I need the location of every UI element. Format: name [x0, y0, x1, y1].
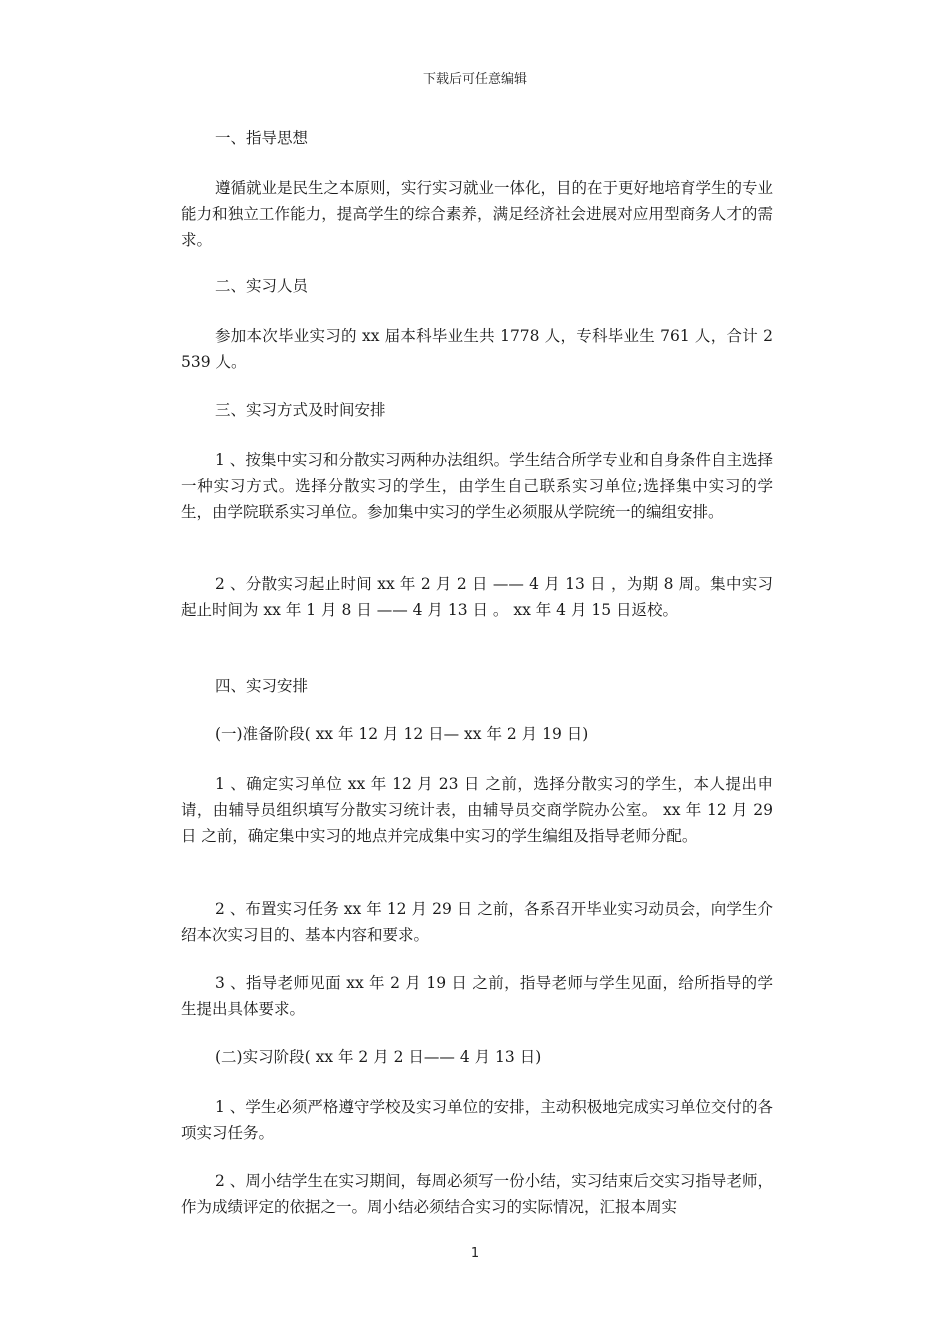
- section-heading-2: 二、实习人员: [215, 277, 309, 295]
- paragraph: [181, 571, 773, 623]
- page-number: 1: [470, 1246, 480, 1261]
- section-heading-1: 一、指导思想: [215, 129, 309, 147]
- subsection-heading-1: (一)准备阶段( xx 年 12 月 12 日— xx 年 2 月 19 日): [215, 725, 589, 743]
- section-heading-4: 四、实习安排: [215, 677, 309, 695]
- subsection-heading-2: (二)实习阶段( xx 年 2 月 2 日—— 4 月 13 日): [215, 1048, 542, 1066]
- paragraph-text: 1 、按集中实习和分散实习两种办法组织。学生结合所学专业和自身条件自主选择一种实习方式。选择分散实习的学生，由学生自己联系实习单位;选择集中实习的学生，由学院联系实习单位。参加集中实习的学生必须服从学院统一的编组安排。: [181, 451, 773, 521]
- paragraph-text: 遵循就业是民生之本原则，实行实习就业一体化，目的在于更好地培育学生的专业能力和独立工作能力，提高学生的综合素养，满足经济社会进展对应用型商务人才的需求。: [181, 179, 774, 249]
- paragraph: [181, 771, 773, 849]
- paragraph-text: 2 、分散实习起止时间 xx 年 2 月 2 日 —— 4 月 13 日 ，为期 8 周。集中实习起止时间为 xx 年 1 月 8 日 —— 4 月 13 日 。 xx 年 4 月 15 日返校。: [181, 575, 773, 619]
- paragraph: [181, 970, 773, 1022]
- paragraph: [181, 896, 773, 948]
- paragraph: [181, 323, 773, 375]
- paragraph-text: 3 、指导老师见面 xx 年 2 月 19 日 之前，指导老师与学生见面，给所指导的学生提出具体要求。: [181, 974, 773, 1018]
- section-heading-3: 三、实习方式及时间安排: [215, 401, 386, 419]
- paragraph-text: 1 、学生必须严格遵守学校及实习单位的安排，主动积极地完成实习单位交付的各项实习任务。: [181, 1098, 773, 1142]
- paragraph-text: 参加本次毕业实习的 xx 届本科毕业生共 1778 人，专科毕业生 761 人，合计 2539 人。: [181, 327, 773, 371]
- paragraph: [181, 1094, 773, 1146]
- paragraph: [181, 447, 773, 525]
- header-note: 下载后可任意编辑: [422, 72, 527, 87]
- paragraph-text: 2 、周小结学生在实习期间，每周必须写一份小结，实习结束后交实习指导老师，作为成绩评定的依据之一。周小结必须结合实习的实际情况，汇报本周实: [181, 1172, 773, 1216]
- paragraph: [181, 175, 773, 253]
- paragraph-text: 1 、确定实习单位 xx 年 12 月 23 日 之前，选择分散实习的学生，本人提出申请，由辅导员组织填写分散实习统计表，由辅导员交商学院办公室。 xx 年 12 月 29 日 之前，确定集中实习的地点并完成集中实习的学生编组及指导老师分配。: [181, 775, 773, 845]
- paragraph-text: 2 、布置实习任务 xx 年 12 月 29 日 之前，各系召开毕业实习动员会，向学生介绍本次实习目的、基本内容和要求。: [181, 900, 773, 944]
- paragraph: [181, 1168, 773, 1220]
